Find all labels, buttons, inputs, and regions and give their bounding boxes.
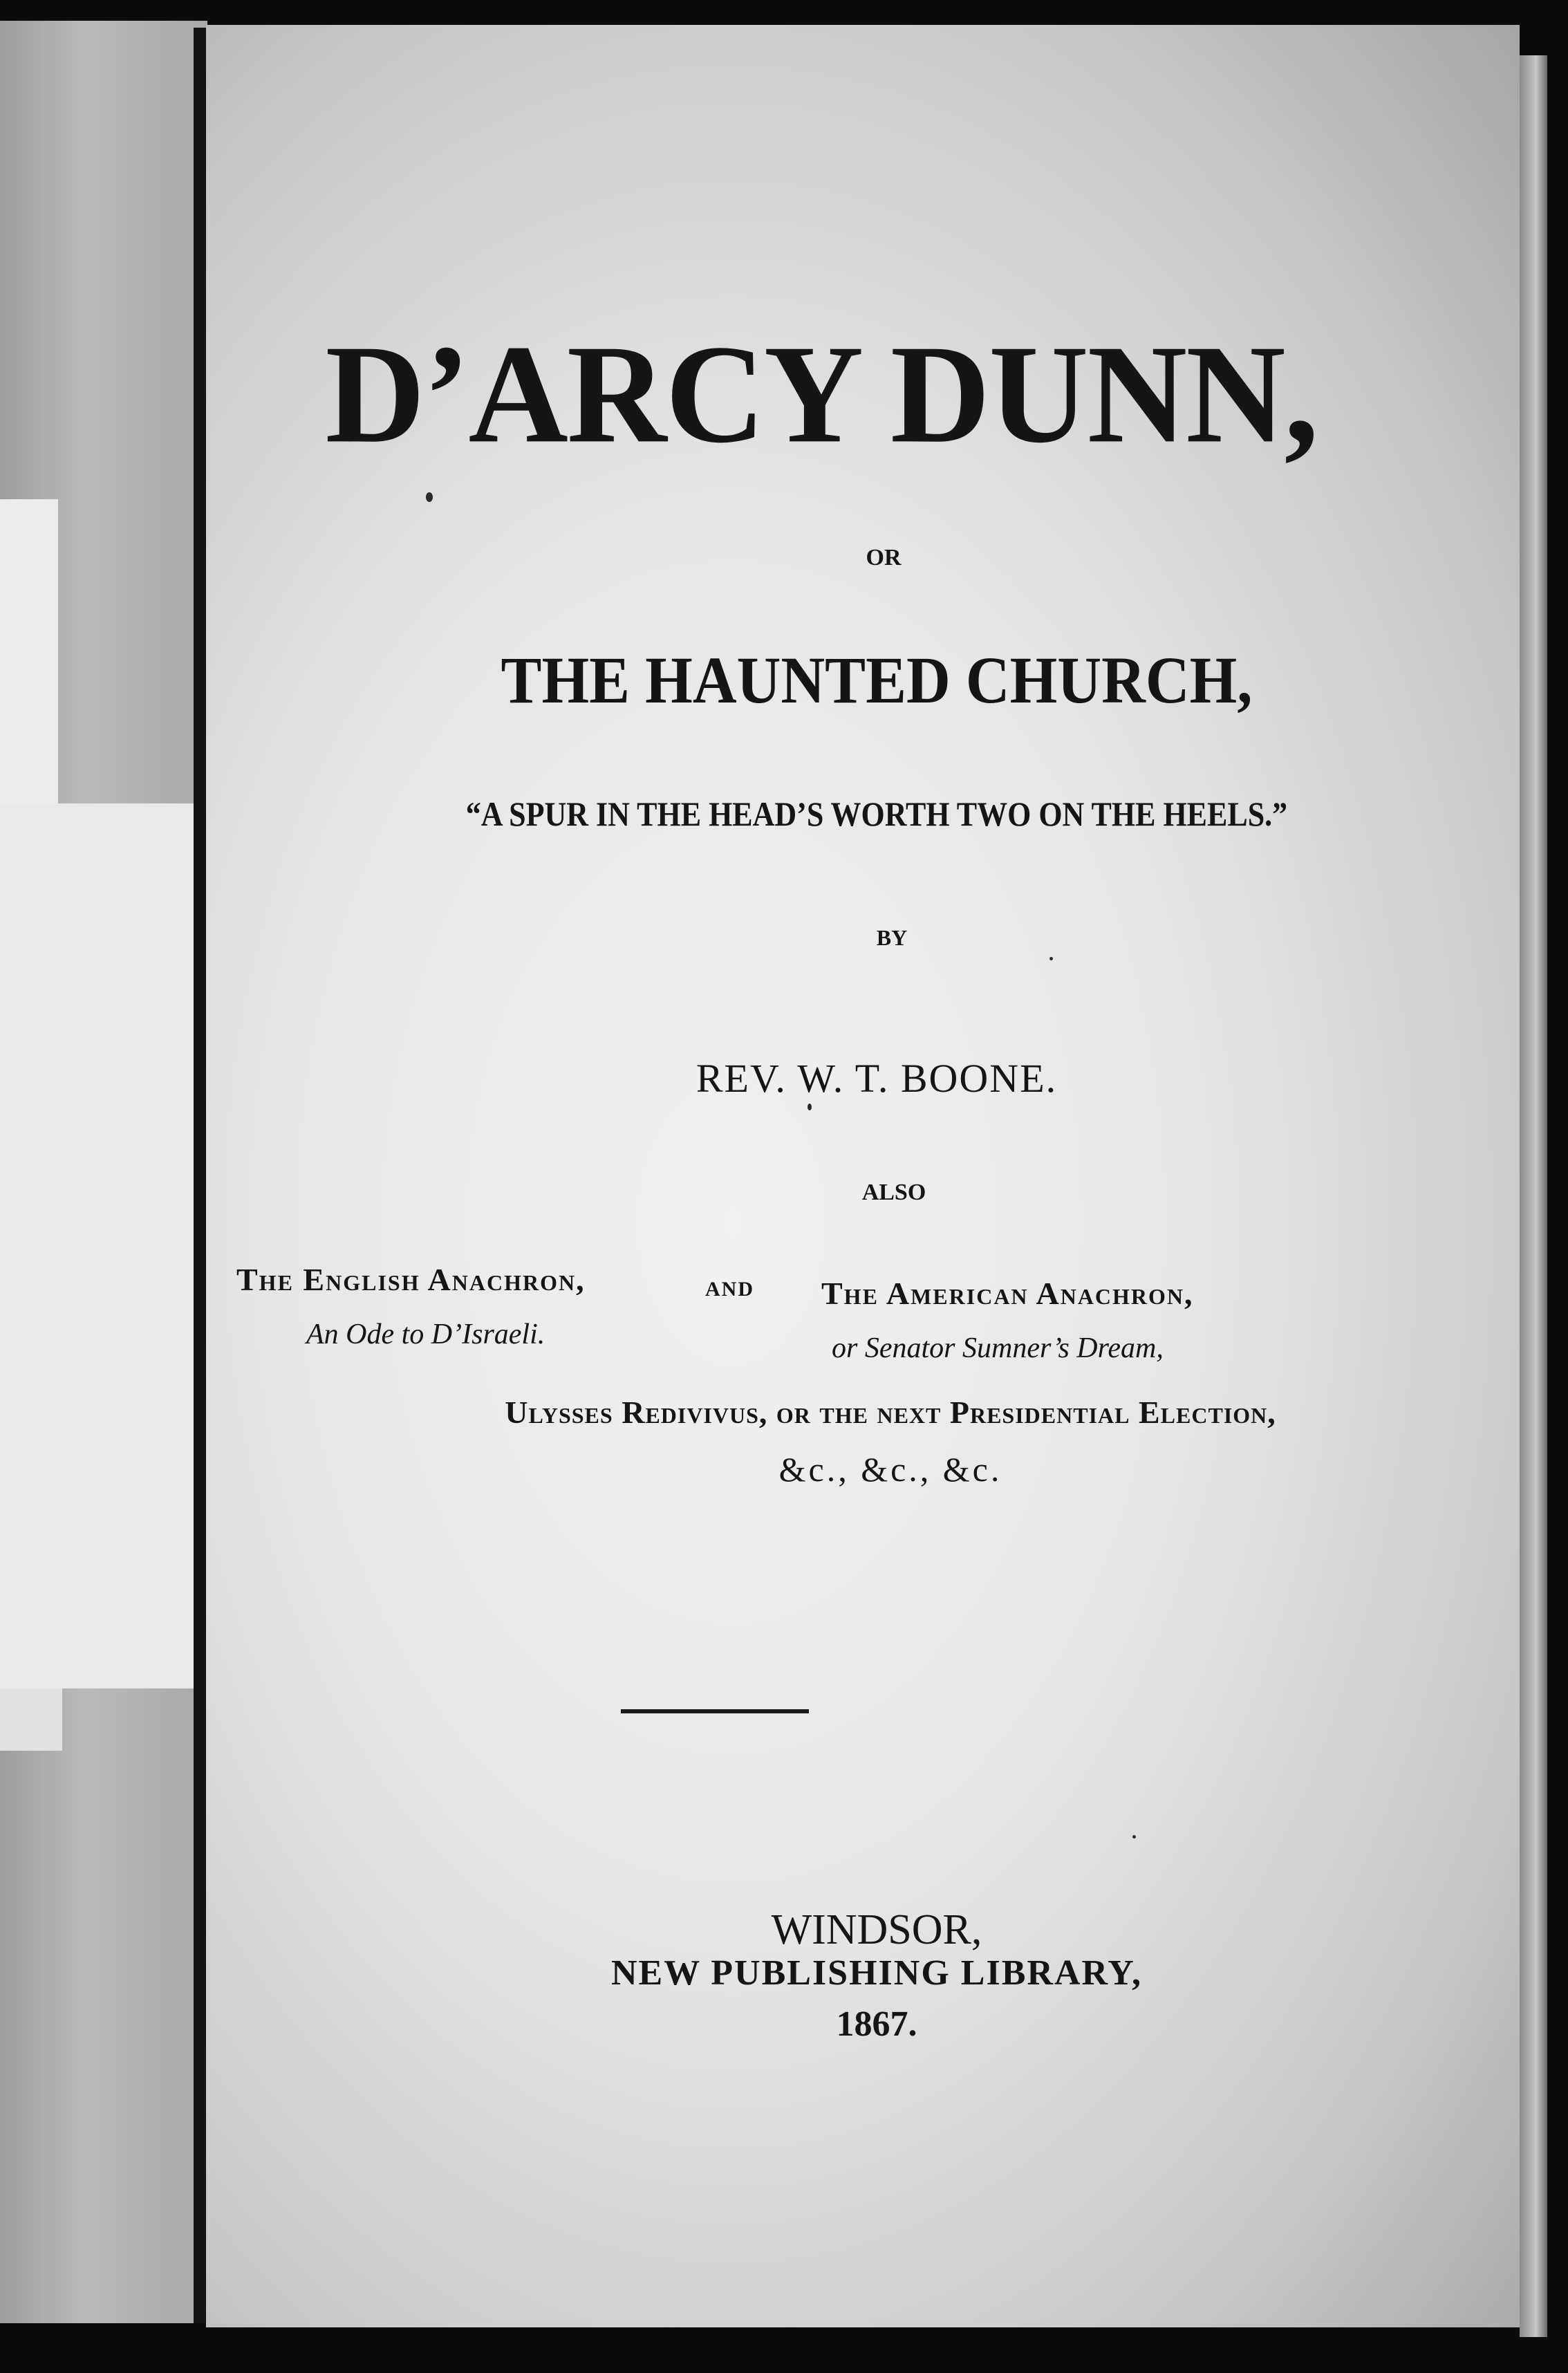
american-anachron-title: The American Anachron,	[821, 1276, 1194, 1311]
english-anachron-subtitle: An Ode to D’Israeli.	[306, 1319, 545, 1350]
ulysses-title: Ulysses Redivivus, or the next Presidential Election,	[505, 1395, 1276, 1430]
ink-speck	[808, 1104, 812, 1110]
book-subtitle: THE HAUNTED CHURCH,	[501, 643, 1253, 717]
by-label: BY	[876, 925, 908, 950]
book-spine	[194, 28, 206, 2323]
imprint-year: 1867.	[836, 2004, 917, 2044]
imprint-publisher: NEW PUBLISHING LIBRARY,	[610, 1953, 1143, 1993]
american-anachron-subtitle: or Senator Sumner’s Dream,	[832, 1332, 1164, 1364]
and-connector: AND	[705, 1278, 754, 1301]
also-label: ALSO	[861, 1180, 926, 1205]
paper-tab	[0, 803, 194, 1688]
page-edge	[1520, 55, 1547, 2337]
book-title: D’ARCY DUNN,	[325, 316, 1318, 473]
ink-speck	[1049, 957, 1053, 960]
ink-speck	[426, 492, 433, 502]
motto: “A SPUR IN THE HEAD’S WORTH TWO ON THE HEELS.”	[465, 794, 1288, 833]
author-name: REV. W. T. BOONE.	[696, 1056, 1058, 1101]
paper-tab	[0, 499, 58, 803]
horizontal-rule	[621, 1709, 809, 1713]
ink-speck	[1132, 1835, 1136, 1839]
title-page	[206, 25, 1520, 2327]
paper-tab	[0, 1688, 62, 1751]
etcetera-line: &c., &c., &c.	[778, 1450, 1002, 1489]
or-connector: OR	[866, 545, 902, 570]
imprint-city: WINDSOR,	[771, 1906, 982, 1953]
english-anachron-title: The English Anachron,	[236, 1262, 586, 1297]
